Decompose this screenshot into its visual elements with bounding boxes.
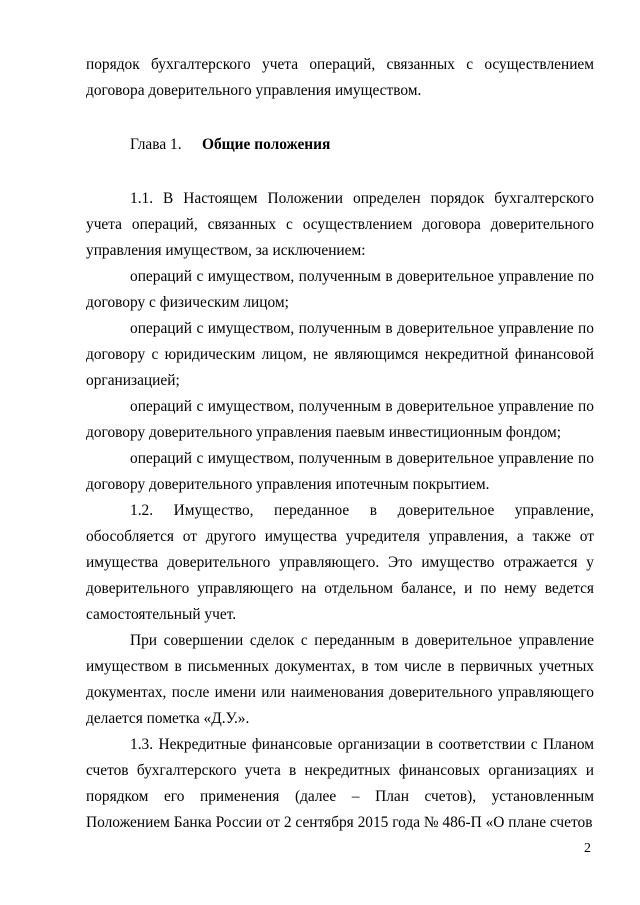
paragraph-1-1: 1.1. В Настоящем Положении определен порядок бухгалтерского учета операций, связанных с осуществлением договора доверительного управления имуществом, за исключением: <box>86 190 594 259</box>
spacer <box>86 104 594 132</box>
intro-paragraph: порядок бухгалтерского учета операций, связанных с осуществлением договора доверительного управления имуществом. <box>86 56 594 99</box>
chapter-title: Общие положения <box>202 136 331 153</box>
exclusion-item: операций с имуществом, полученным в доверительное управление по договору с физическим лицом; <box>86 268 594 311</box>
paragraph-1-3: 1.3. Некредитные финансовые организации в соответствии с Планом счетов бухгалтерского учета в некредитных финансовых организациях и порядком его применения (далее – План счетов), установленным Положением Банка России от 2 сентября 2015 года № 486-П «О плане счетов <box>86 736 594 831</box>
exclusion-item: операций с имуществом, полученным в доверительное управление по договору доверительного управления паевым инвестиционным фондом; <box>86 398 594 441</box>
chapter-number: Глава 1. <box>130 136 182 153</box>
chapter-heading <box>86 132 594 158</box>
paragraph-1-2: 1.2. Имущество, переданное в доверительное управление, обособляется от другого имущества учредителя управления, а также от имущества доверительного управляющего. Это имущество отражается у доверительного управляющего на отдельном балансе, и по нему ведется самостоятельный учет. <box>86 502 594 623</box>
page-content <box>86 52 594 836</box>
spacer <box>86 158 594 186</box>
page-number: 2 <box>584 841 591 856</box>
paragraph-1-2-continued: При совершении сделок с переданным в доверительное управление имуществом в письменных документах, в том числе в первичных учетных документах, после имени или наименования доверительного управляющего делается пометка «Д.У.». <box>86 632 594 727</box>
exclusion-item: операций с имуществом, полученным в доверительное управление по договору с юридическим лицом, не являющимся некредитной финансовой организацией; <box>86 320 594 389</box>
exclusion-item: операций с имуществом, полученным в доверительное управление по договору доверительного управления ипотечным покрытием. <box>86 450 594 493</box>
